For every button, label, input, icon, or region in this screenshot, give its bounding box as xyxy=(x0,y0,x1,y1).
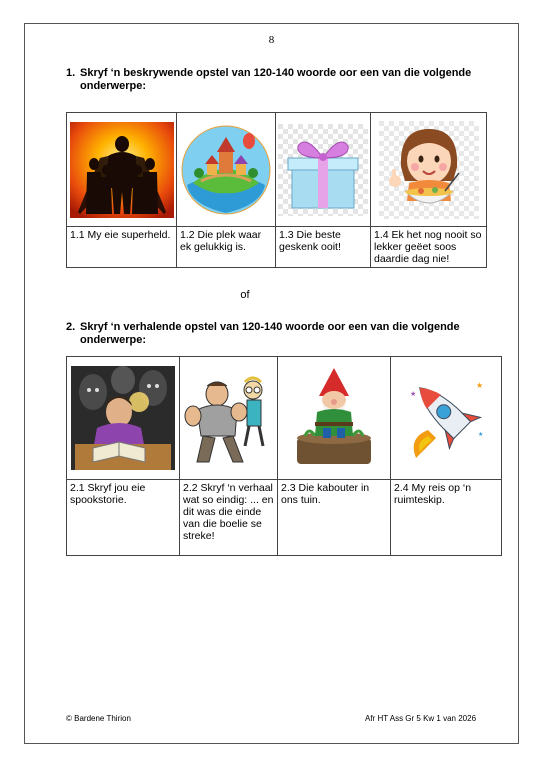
topic-1-4-label: 1.4 Ek het nog nooit so lekker geëet soos daardie dag nie! xyxy=(374,229,482,265)
topic-1-4-image-cell xyxy=(371,113,487,227)
question-2-topics-table xyxy=(66,356,502,556)
topic-2-4-label: 2.4 My reis op ‘n ruimteskip. xyxy=(394,482,472,506)
question-1-heading xyxy=(66,67,486,93)
topic-2-4-image-cell xyxy=(391,357,502,480)
topic-2-1-label: 2.1 Skryf jou eie spookstorie. xyxy=(70,482,146,506)
question-1-text: Skryf ‘n beskrywende opstel van 120-140 woorde oor een van die volgende onderwerpe: xyxy=(80,67,472,92)
svg-text:★: ★ xyxy=(476,381,484,390)
topic-1-2-label: 1.2 Die plek waar ek gelukkig is. xyxy=(180,229,262,253)
garden-gnome-image xyxy=(289,366,379,470)
topic-1-3-image-cell xyxy=(276,113,371,227)
bully-cartoon-image xyxy=(183,366,275,470)
svg-text:★: ★ xyxy=(478,431,484,438)
topic-1-2-image-cell xyxy=(177,113,276,227)
topic-2-1-image-cell xyxy=(67,357,180,480)
topic-2-2-label: 2.2 Skryf ‘n verhaal wat so eindig: ... en dit was die einde van die boelie se streke! xyxy=(183,482,274,542)
question-1-topics-table xyxy=(66,112,487,268)
page-number: 8 xyxy=(268,34,275,46)
question-1-number: 1. xyxy=(66,67,76,79)
footer-document-info: Afr HT Ass Gr 5 Kw 1 van 2026 xyxy=(365,714,477,723)
boy-reading-ghosts-image xyxy=(71,366,175,470)
or-separator: of xyxy=(240,289,250,301)
topic-2-3-image-cell xyxy=(278,357,391,480)
svg-text:★: ★ xyxy=(410,390,417,398)
superhero-silhouettes-image xyxy=(70,122,174,218)
footer-copyright: © Bardene Thirion xyxy=(66,714,131,723)
question-2-number: 2. xyxy=(66,321,76,333)
girl-eating-image xyxy=(379,121,479,219)
gift-box-image xyxy=(278,124,368,216)
topic-2-3-label: 2.3 Die kabouter in ons tuin. xyxy=(281,482,370,506)
question-2-heading xyxy=(66,321,486,347)
topic-1-1-image-cell xyxy=(67,113,177,227)
fantasy-island-image xyxy=(181,125,271,215)
topic-1-3-label: 1.3 Die beste geskenk ooit! xyxy=(279,229,341,253)
question-2-text: Skryf ‘n verhalende opstel van 120-140 woorde oor een van die volgende onderwerpe: xyxy=(80,321,460,346)
topic-1-1-label: 1.1 My eie superheld. xyxy=(70,229,171,241)
topic-2-2-image-cell xyxy=(180,357,278,480)
rocket-image xyxy=(398,366,494,470)
